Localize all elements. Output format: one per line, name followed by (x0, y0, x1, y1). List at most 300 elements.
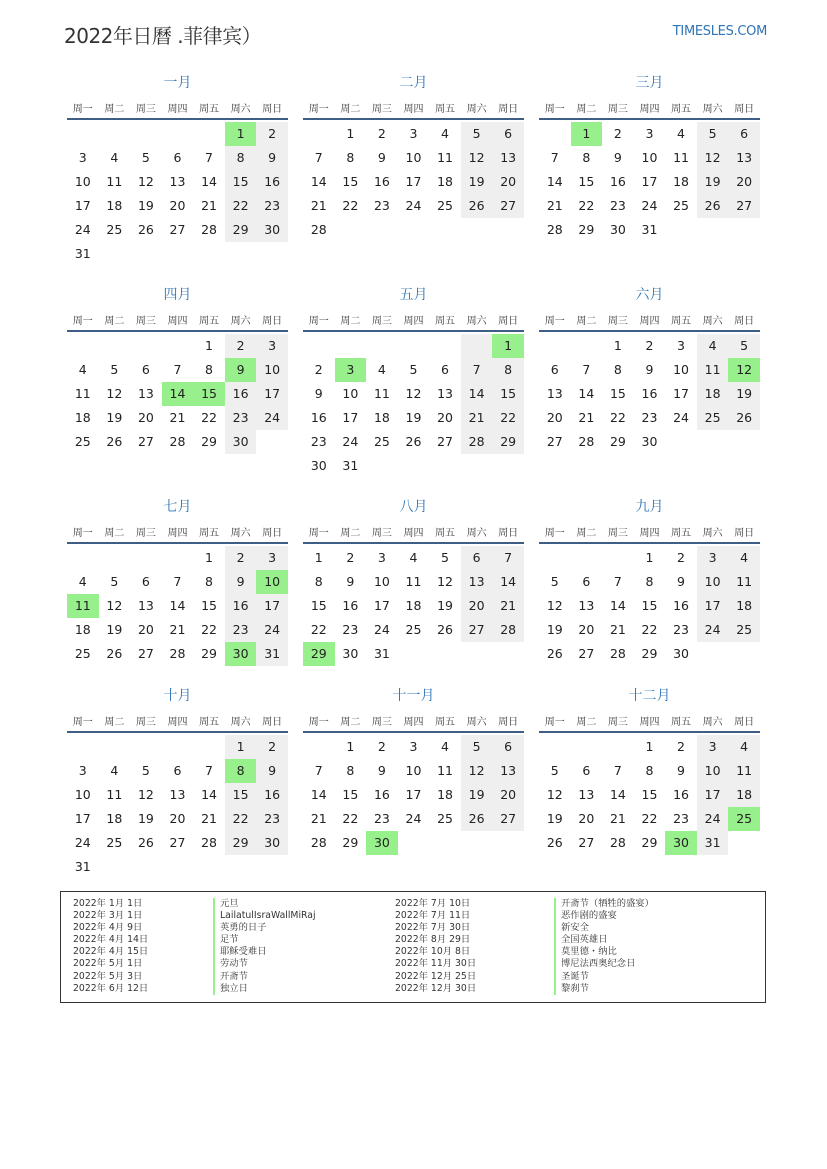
weekday-header (303, 520, 524, 544)
weekday-label: 周一 (72, 716, 93, 728)
day-cell: 18 (697, 382, 729, 406)
day-cell: 25 (106, 222, 123, 237)
weekday-label: 周六 (466, 315, 487, 327)
day-cell: 2 (613, 126, 622, 141)
day-cell: 3 (697, 735, 729, 759)
weekday-label: 周一 (544, 103, 565, 115)
empty-cell (99, 122, 131, 146)
day-cell: 7 (613, 574, 622, 589)
day-cell: 1 (645, 550, 654, 565)
empty-cell (429, 334, 461, 358)
day-cell: 31 (256, 642, 288, 666)
day-cell: 7 (314, 763, 323, 778)
day-cell: 28 (461, 430, 493, 454)
weekday-label: 周五 (199, 716, 220, 728)
weekday-header (303, 709, 524, 733)
holiday-day-cell: 1 (492, 334, 524, 358)
empty-cell (193, 735, 225, 759)
day-cell: 6 (582, 574, 591, 589)
weekday-label: 周三 (371, 716, 392, 728)
holiday-date: 2022年 7月 11日 (395, 910, 471, 922)
day-cell: 6 (441, 362, 449, 377)
day-cell: 6 (550, 362, 559, 377)
day-cell: 19 (106, 622, 123, 637)
month-block (67, 687, 288, 879)
empty-cell (130, 122, 162, 146)
day-cell: 18 (728, 783, 760, 807)
day-cell: 22 (609, 410, 626, 425)
day-cell: 30 (342, 646, 359, 661)
day-cell: 3 (256, 334, 288, 358)
empty-cell (571, 735, 603, 759)
empty-cell (571, 546, 603, 570)
weekday-label: 周一 (308, 315, 329, 327)
day-cell: 24 (373, 622, 390, 637)
month-block (539, 687, 760, 855)
day-grid (303, 735, 524, 855)
day-cell: 4 (110, 150, 119, 165)
day-cell: 13 (728, 146, 760, 170)
day-cell: 16 (641, 386, 658, 401)
day-cell: 13 (492, 759, 524, 783)
day-cell: 10 (342, 386, 359, 401)
empty-cell (99, 334, 131, 358)
day-cell: 15 (225, 783, 257, 807)
day-cell: 26 (697, 194, 729, 218)
holiday-name: 新安全 (554, 922, 654, 934)
weekday-label: 周三 (135, 103, 156, 115)
empty-cell (162, 735, 194, 759)
empty-cell (303, 334, 335, 358)
day-cell: 17 (405, 174, 422, 189)
day-cell: 12 (137, 174, 154, 189)
day-cell: 9 (314, 386, 323, 401)
holiday-names-left (213, 898, 316, 995)
weekday-label: 周日 (734, 315, 755, 327)
day-cell: 24 (405, 198, 422, 213)
day-cell: 3 (377, 550, 386, 565)
day-cell: 6 (173, 763, 182, 778)
day-grid (539, 546, 760, 666)
weekday-label: 周五 (435, 315, 456, 327)
day-cell: 15 (225, 170, 257, 194)
weekday-label: 周三 (607, 716, 628, 728)
day-cell: 27 (437, 434, 453, 449)
day-cell: 4 (441, 126, 449, 141)
day-cell: 7 (173, 574, 182, 589)
weekday-label: 周三 (607, 103, 628, 115)
empty-cell (602, 546, 634, 570)
day-cell: 6 (728, 122, 760, 146)
weekday-label: 周六 (702, 103, 723, 115)
day-cell: 17 (641, 174, 658, 189)
day-cell: 3 (409, 126, 418, 141)
weekday-label: 周日 (734, 103, 755, 115)
weekday-label: 周二 (340, 315, 361, 327)
weekday-header (539, 96, 760, 120)
day-cell: 26 (461, 194, 493, 218)
day-cell: 21 (169, 622, 186, 637)
weekday-label: 周二 (576, 716, 597, 728)
day-cell: 18 (673, 174, 689, 189)
day-cell: 27 (578, 835, 595, 850)
day-cell: 18 (106, 811, 123, 826)
day-cell: 28 (201, 835, 217, 850)
empty-cell (366, 334, 398, 358)
day-cell: 14 (310, 787, 327, 802)
day-cell: 13 (137, 386, 154, 401)
day-cell: 20 (169, 811, 186, 826)
day-cell: 20 (728, 170, 760, 194)
day-cell: 17 (373, 598, 390, 613)
weekday-label: 周六 (702, 716, 723, 728)
weekday-header (303, 96, 524, 120)
weekday-label: 周日 (498, 716, 519, 728)
day-cell: 25 (405, 622, 422, 637)
day-cell: 25 (74, 434, 91, 449)
day-cell: 13 (169, 787, 186, 802)
day-cell: 9 (346, 574, 355, 589)
weekday-label: 周四 (639, 527, 660, 539)
day-cell: 21 (609, 622, 626, 637)
day-cell: 22 (225, 807, 257, 831)
weekday-label: 周日 (262, 716, 283, 728)
holiday-date: 2022年 11月 30日 (395, 958, 477, 970)
weekday-label: 周一 (72, 315, 93, 327)
day-cell: 6 (492, 735, 524, 759)
day-cell: 22 (641, 622, 658, 637)
holiday-day-cell: 10 (256, 570, 288, 594)
day-cell: 7 (205, 763, 213, 778)
holiday-name: 独立日 (213, 983, 316, 995)
day-cell: 7 (205, 150, 213, 165)
day-cell: 6 (492, 122, 524, 146)
day-cell: 4 (677, 126, 685, 141)
day-cell: 6 (141, 362, 150, 377)
holiday-name: LailatulIsraWallMiRaj (213, 910, 316, 922)
day-cell: 6 (173, 150, 182, 165)
day-cell: 15 (310, 598, 327, 613)
day-cell: 17 (74, 198, 91, 213)
month-title: 四月 (163, 287, 192, 303)
month-title: 八月 (399, 499, 428, 515)
day-cell: 6 (582, 763, 591, 778)
weekday-label: 周日 (262, 103, 283, 115)
weekday-label: 周一 (544, 716, 565, 728)
day-cell: 15 (492, 382, 524, 406)
day-cell: 11 (405, 574, 422, 589)
month-block (303, 498, 524, 666)
day-cell: 15 (609, 386, 626, 401)
day-cell: 24 (641, 198, 658, 213)
day-cell: 26 (437, 622, 453, 637)
weekday-label: 周四 (167, 716, 188, 728)
weekday-label: 周四 (639, 315, 660, 327)
day-cell: 5 (550, 574, 559, 589)
weekday-label: 周二 (104, 716, 125, 728)
day-cell: 18 (405, 598, 422, 613)
holiday-name: 劳动节 (213, 958, 316, 970)
day-cell: 7 (314, 150, 323, 165)
day-cell: 14 (201, 787, 217, 802)
day-cell: 7 (613, 763, 622, 778)
day-cell: 10 (256, 358, 288, 382)
weekday-label: 周五 (671, 527, 692, 539)
day-cell: 21 (578, 410, 595, 425)
day-cell: 20 (137, 410, 154, 425)
day-cell: 26 (405, 434, 422, 449)
day-cell: 2 (256, 735, 288, 759)
empty-cell (398, 334, 430, 358)
weekday-label: 周四 (167, 527, 188, 539)
day-cell: 30 (310, 458, 327, 473)
day-cell: 9 (645, 362, 654, 377)
day-cell: 18 (373, 410, 390, 425)
weekday-label: 周一 (72, 103, 93, 115)
day-cell: 13 (137, 598, 154, 613)
day-cell: 20 (578, 622, 595, 637)
day-cell: 21 (169, 410, 186, 425)
day-cell: 27 (461, 618, 493, 642)
day-cell: 22 (578, 198, 595, 213)
holiday-day-cell: 1 (571, 122, 603, 146)
weekday-label: 周三 (371, 527, 392, 539)
weekday-label: 周六 (466, 103, 487, 115)
day-cell: 13 (169, 174, 186, 189)
day-cell: 9 (256, 759, 288, 783)
day-cell: 1 (346, 739, 355, 754)
day-cell: 27 (137, 434, 154, 449)
day-cell: 3 (78, 150, 87, 165)
day-cell: 25 (697, 406, 729, 430)
day-cell: 4 (377, 362, 386, 377)
day-cell: 30 (673, 646, 689, 661)
month-title: 五月 (399, 287, 428, 303)
day-cell: 20 (546, 410, 563, 425)
holiday-name: 全国英雄日 (554, 934, 654, 946)
day-cell: 26 (546, 646, 563, 661)
day-cell: 5 (461, 735, 493, 759)
site-link[interactable]: TIMESLES.COM (672, 24, 767, 39)
day-cell: 5 (409, 362, 418, 377)
day-cell: 7 (492, 546, 524, 570)
day-cell: 3 (78, 763, 87, 778)
weekday-label: 周四 (403, 527, 424, 539)
holiday-date: 2022年 12月 30日 (395, 982, 477, 994)
day-cell: 16 (342, 598, 359, 613)
holiday-day-cell: 8 (225, 759, 257, 783)
empty-cell (130, 735, 162, 759)
day-cell: 3 (256, 546, 288, 570)
day-cell: 18 (74, 622, 91, 637)
day-cell: 14 (169, 598, 186, 613)
day-cell: 10 (405, 150, 422, 165)
weekday-label: 周日 (734, 527, 755, 539)
day-cell: 11 (437, 763, 453, 778)
day-cell: 9 (256, 146, 288, 170)
day-cell: 10 (697, 759, 729, 783)
day-cell: 22 (342, 811, 359, 826)
holiday-name: 黎刹节 (554, 983, 654, 995)
day-cell: 6 (461, 546, 493, 570)
weekday-header (67, 520, 288, 544)
day-cell: 4 (110, 763, 119, 778)
day-cell: 3 (645, 126, 654, 141)
day-cell: 5 (728, 334, 760, 358)
day-cell: 2 (377, 126, 386, 141)
weekday-label: 周一 (544, 527, 565, 539)
weekday-label: 周五 (671, 716, 692, 728)
day-cell: 8 (205, 574, 213, 589)
day-cell: 22 (310, 622, 327, 637)
holiday-date: 2022年 5月 1日 (73, 958, 143, 970)
day-cell: 22 (201, 410, 217, 425)
day-cell: 4 (78, 574, 87, 589)
day-cell: 17 (256, 382, 288, 406)
weekday-label: 周四 (403, 103, 424, 115)
holiday-date: 2022年 7月 10日 (395, 898, 471, 909)
day-cell: 13 (546, 386, 563, 401)
day-cell: 25 (74, 646, 91, 661)
weekday-label: 周六 (230, 527, 251, 539)
weekday-label: 周五 (671, 103, 692, 115)
day-cell: 29 (201, 434, 217, 449)
day-cell: 24 (697, 807, 729, 831)
holiday-name: 足节 (213, 934, 316, 946)
month-block (67, 74, 288, 266)
day-cell: 19 (546, 811, 563, 826)
day-cell: 3 (697, 546, 729, 570)
day-cell: 24 (74, 835, 91, 850)
day-cell: 11 (697, 358, 729, 382)
weekday-label: 周五 (435, 527, 456, 539)
day-cell: 29 (578, 222, 595, 237)
weekday-label: 周二 (576, 315, 597, 327)
day-cell: 19 (461, 170, 493, 194)
holiday-name: 莫里德・纳比 (554, 946, 654, 958)
day-cell: 15 (641, 598, 658, 613)
holiday-day-cell: 1 (225, 122, 257, 146)
weekday-label: 周日 (734, 716, 755, 728)
day-cell: 16 (673, 787, 689, 802)
day-cell: 16 (256, 170, 288, 194)
month-block (67, 498, 288, 666)
day-cell: 28 (609, 835, 626, 850)
day-cell: 11 (74, 386, 91, 401)
month-title: 十一月 (392, 688, 435, 704)
day-cell: 11 (728, 759, 760, 783)
month-block (303, 74, 524, 242)
day-cell: 18 (74, 410, 91, 425)
day-cell: 14 (609, 598, 626, 613)
day-grid (67, 735, 288, 879)
day-cell: 24 (405, 811, 422, 826)
day-cell: 13 (578, 787, 595, 802)
weekday-label: 周四 (167, 103, 188, 115)
empty-cell (67, 735, 99, 759)
holiday-dates-right (395, 898, 476, 995)
day-cell: 22 (492, 406, 524, 430)
weekday-header (67, 308, 288, 332)
weekday-label: 周一 (544, 315, 565, 327)
day-cell: 14 (492, 570, 524, 594)
day-cell: 2 (377, 739, 386, 754)
day-cell: 1 (613, 338, 622, 353)
day-cell: 22 (201, 622, 217, 637)
day-cell: 31 (342, 458, 359, 473)
day-cell: 9 (225, 570, 257, 594)
day-cell: 16 (673, 598, 689, 613)
day-cell: 16 (310, 410, 327, 425)
holiday-date: 2022年 10月 8日 (395, 946, 471, 958)
month-title: 六月 (635, 287, 664, 303)
day-cell: 14 (310, 174, 327, 189)
day-grid (67, 334, 288, 454)
day-grid (303, 334, 524, 478)
holiday-day-cell: 12 (728, 358, 760, 382)
day-cell: 23 (641, 410, 658, 425)
day-cell: 31 (641, 222, 658, 237)
day-cell: 18 (106, 198, 123, 213)
weekday-label: 周一 (308, 103, 329, 115)
day-cell: 28 (201, 222, 217, 237)
weekday-label: 周四 (403, 315, 424, 327)
day-cell: 28 (609, 646, 626, 661)
day-cell: 22 (225, 194, 257, 218)
weekday-label: 周二 (340, 527, 361, 539)
day-cell: 28 (310, 222, 327, 237)
day-cell: 29 (225, 218, 257, 242)
day-cell: 12 (106, 598, 123, 613)
day-cell: 19 (461, 783, 493, 807)
day-cell: 20 (437, 410, 453, 425)
day-grid (67, 546, 288, 666)
day-cell: 23 (342, 622, 359, 637)
weekday-label: 周日 (498, 315, 519, 327)
day-cell: 16 (373, 787, 390, 802)
day-cell: 1 (314, 550, 323, 565)
day-cell: 9 (677, 763, 685, 778)
day-cell: 23 (609, 198, 626, 213)
day-cell: 21 (461, 406, 493, 430)
day-cell: 29 (342, 835, 359, 850)
weekday-label: 周五 (199, 103, 220, 115)
day-cell: 2 (225, 334, 257, 358)
day-cell: 10 (673, 362, 689, 377)
empty-cell (303, 122, 335, 146)
day-cell: 10 (373, 574, 390, 589)
day-cell: 16 (225, 382, 257, 406)
day-cell: 15 (641, 787, 658, 802)
day-cell: 31 (697, 831, 729, 855)
day-cell: 23 (373, 198, 390, 213)
day-cell: 20 (461, 594, 493, 618)
day-cell: 25 (373, 434, 390, 449)
day-cell: 2 (256, 122, 288, 146)
day-cell: 21 (201, 198, 217, 213)
day-cell: 25 (728, 618, 760, 642)
weekday-label: 周六 (466, 527, 487, 539)
weekday-label: 周五 (199, 527, 220, 539)
day-cell: 8 (225, 146, 257, 170)
day-cell: 4 (697, 334, 729, 358)
day-cell: 28 (546, 222, 563, 237)
empty-cell (303, 735, 335, 759)
day-cell: 15 (342, 174, 359, 189)
month-block (67, 286, 288, 454)
day-cell: 23 (673, 811, 689, 826)
day-cell: 12 (546, 598, 563, 613)
